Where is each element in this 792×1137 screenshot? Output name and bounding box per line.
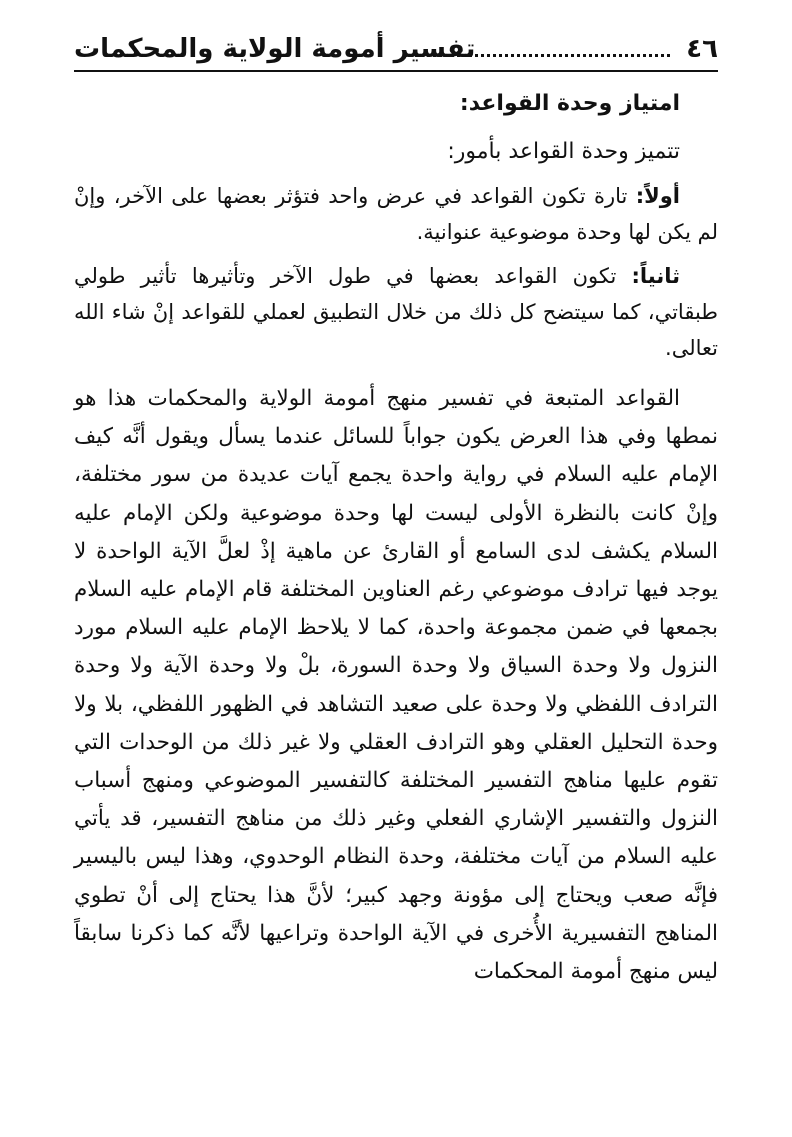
page-header	[74, 26, 718, 72]
point-first-text: تارة تكون القواعد في عرض واحد فتؤثر بعضها على الآخر، وإنْ لم يكن لها وحدة موضوعية عنوانية.	[74, 184, 718, 244]
point-second-label: ثانياً:	[631, 264, 680, 288]
point-first	[74, 178, 718, 250]
running-title: تفسير أمومة الولاية والمحكمات	[74, 34, 476, 64]
body-paragraph: القواعد المتبعة في تفسير منهج أمومة الولاية والمحكمات هذا هو نمطها وفي هذا العرض يكون جواباً للسائل عندما يسأل ويقول أنَّه كيف الإمام عليه السلام في رواية واحدة يجمع آيات عديدة من سور مختلفة، وإنْ كانت بالنظرة الأولى ليست لها وحدة موضوعية ولكن الإمام عليه السلام يكشف لدى السامع أو القارئ عن ماهية إذْ لعلَّ الآية الواحدة لا يوجد فيها ترادف موضوعي رغم العناوين المختلفة قام الإمام عليه السلام بجمعها في ضمن مجموعة واحدة، كما لا يلاحظ الإمام عليه السلام مورد النزول ولا وحدة السياق ولا وحدة السورة، بلْ ولا وحدة الآية ولا وحدة الترادف اللفظي ولا وحدة على صعيد التشاهد في الظهور اللفظي، بلا ولا وحدة التحليل العقلي وهو الترادف العقلي ولا غير ذلك من الوحدات التي تقوم عليها مناهج التفسير المختلفة كالتفسير الموضوعي ومنهج أسباب النزول والتفسير الإشاري الفعلي وغير ذلك من مناهج التفسير، قد يأتي عليه السلام من آيات مختلفة، وحدة النظام الوحدوي، وهذا ليس باليسير فإنَّه صعب ويحتاج إلى مؤونة وجهد كبير؛ لأنَّ هذا يحتاج إلى أنْ تطوي المناهج التفسيرية الأُخرى في الآية الواحدة وتراعيها لأنَّه كما ذكرنا سابقاً ليس منهج أمومة المحكمات	[74, 386, 718, 985]
section-intro: تتميز وحدة القواعد بأمور:	[447, 139, 680, 164]
page-number: ٤٦	[686, 34, 718, 64]
point-first-label: أولاً:	[635, 184, 680, 208]
point-second	[74, 258, 718, 366]
point-second-text: تكون القواعد بعضها في طول الآخر وتأثيرها تأثير طولي طبقاتي، كما سيتضح كل ذلك من خلال التطبيق لعملي للقواعد إنْ شاء الله تعالى.	[74, 264, 718, 360]
section-heading: امتياز وحدة القواعد:	[459, 91, 680, 116]
